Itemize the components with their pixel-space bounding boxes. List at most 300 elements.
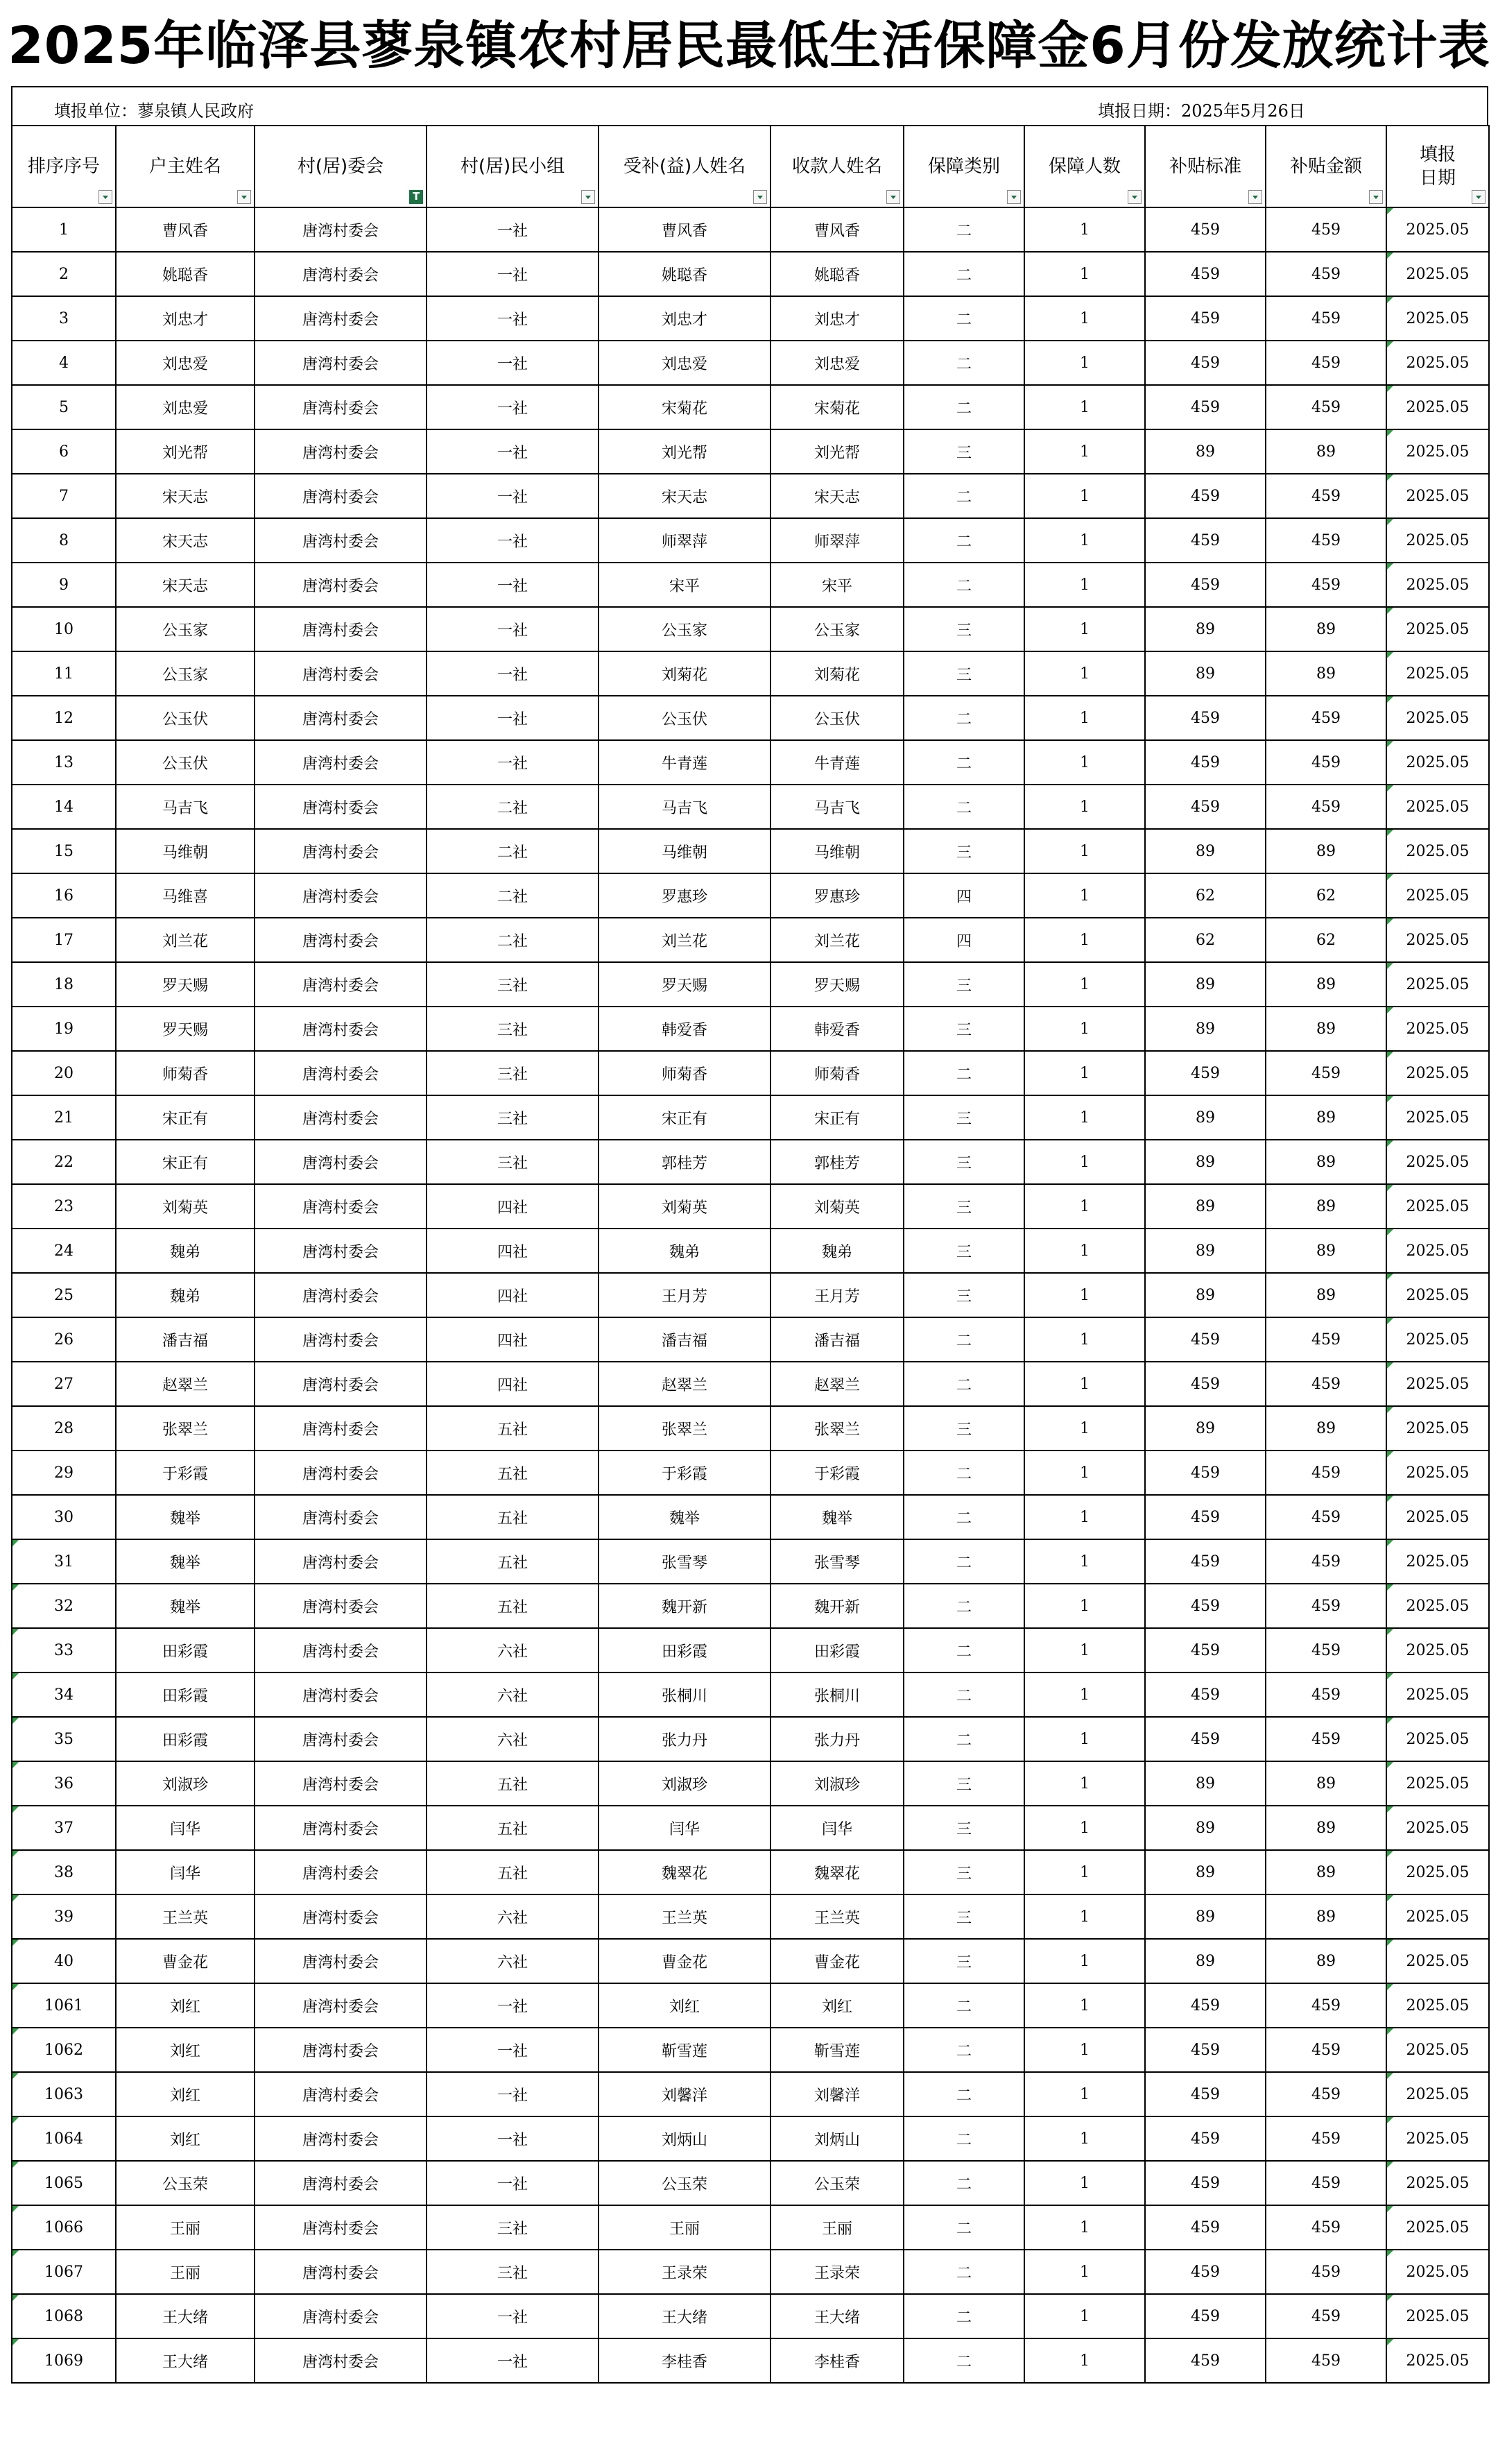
table-cell[interactable] [1024,2205,1145,2250]
table-cell[interactable] [116,385,255,429]
table-cell[interactable] [116,1140,255,1184]
table-cell[interactable] [116,607,255,651]
table-cell[interactable] [1386,2116,1489,2161]
table-cell[interactable] [12,341,116,385]
table-cell[interactable] [1145,2338,1266,2383]
table-cell[interactable] [1266,1584,1386,1628]
table-cell[interactable] [904,1273,1024,1317]
table-cell[interactable] [255,1894,427,1939]
table-cell[interactable] [427,252,599,296]
table-cell[interactable] [599,296,770,341]
table-cell[interactable] [599,2338,770,2383]
table-cell[interactable] [599,563,770,607]
table-cell[interactable] [1024,740,1145,785]
table-cell[interactable] [427,1894,599,1939]
table-cell[interactable] [427,1539,599,1584]
table-cell[interactable] [427,2294,599,2338]
table-cell[interactable] [1145,873,1266,918]
table-cell[interactable] [904,829,1024,873]
table-cell[interactable] [427,2072,599,2116]
table-cell[interactable] [1266,341,1386,385]
table-cell[interactable] [1024,385,1145,429]
table-cell[interactable] [1145,2028,1266,2072]
table-cell[interactable] [255,2116,427,2161]
table-cell[interactable] [1266,1406,1386,1451]
table-cell[interactable] [1024,1362,1145,1406]
table-cell[interactable] [599,1672,770,1717]
table-cell[interactable] [904,207,1024,252]
table-cell[interactable] [1386,1273,1489,1317]
table-cell[interactable] [1386,1806,1489,1850]
table-cell[interactable] [904,1406,1024,1451]
table-cell[interactable] [599,1495,770,1539]
table-cell[interactable] [770,341,904,385]
table-cell[interactable] [116,696,255,740]
table-cell[interactable] [1024,2028,1145,2072]
table-cell[interactable] [904,651,1024,696]
table-cell[interactable] [1145,2161,1266,2205]
table-cell[interactable] [1145,1317,1266,1362]
table-cell[interactable] [12,2338,116,2383]
table-cell[interactable] [1266,1850,1386,1894]
table-cell[interactable] [1024,518,1145,563]
table-cell[interactable] [1266,2294,1386,2338]
table-cell[interactable] [255,2072,427,2116]
table-cell[interactable] [904,2294,1024,2338]
table-cell[interactable] [904,1761,1024,1806]
table-cell[interactable] [904,1140,1024,1184]
table-cell[interactable] [255,1317,427,1362]
table-cell[interactable] [427,1628,599,1672]
table-cell[interactable] [255,1495,427,1539]
table-cell[interactable] [1145,1672,1266,1717]
table-cell[interactable] [1145,1273,1266,1317]
table-cell[interactable] [1266,1495,1386,1539]
table-cell[interactable] [1145,207,1266,252]
table-cell[interactable] [427,2338,599,2383]
table-cell[interactable] [1024,1983,1145,2028]
table-cell[interactable] [770,829,904,873]
table-cell[interactable] [255,785,427,829]
table-cell[interactable] [427,1451,599,1495]
table-cell[interactable] [255,873,427,918]
table-cell[interactable] [904,1007,1024,1051]
table-cell[interactable] [1024,2338,1145,2383]
table-cell[interactable] [1145,1628,1266,1672]
table-cell[interactable] [255,1406,427,1451]
table-cell[interactable] [116,2116,255,2161]
table-cell[interactable] [770,1095,904,1140]
table-cell[interactable] [1386,1894,1489,1939]
table-cell[interactable] [116,785,255,829]
table-cell[interactable] [904,1051,1024,1095]
table-cell[interactable] [1145,1007,1266,1051]
table-cell[interactable] [1386,1184,1489,1229]
table-cell[interactable] [770,1273,904,1317]
table-cell[interactable] [116,1584,255,1628]
table-cell[interactable] [427,1584,599,1628]
table-cell[interactable] [427,1850,599,1894]
table-cell[interactable] [427,785,599,829]
table-cell[interactable] [599,1273,770,1317]
table-cell[interactable] [427,1317,599,1362]
table-cell[interactable] [1386,2338,1489,2383]
table-cell[interactable] [904,918,1024,962]
table-cell[interactable] [12,2116,116,2161]
table-cell[interactable] [1024,1051,1145,1095]
table-cell[interactable] [427,1051,599,1095]
table-cell[interactable] [770,563,904,607]
table-cell[interactable] [904,1894,1024,1939]
table-cell[interactable] [427,2116,599,2161]
table-cell[interactable] [1024,1007,1145,1051]
table-cell[interactable] [1386,429,1489,474]
table-cell[interactable] [1386,2294,1489,2338]
table-cell[interactable] [12,873,116,918]
table-cell[interactable] [427,2028,599,2072]
table-cell[interactable] [255,2250,427,2294]
table-cell[interactable] [1024,1806,1145,1850]
table-cell[interactable] [599,785,770,829]
table-cell[interactable] [770,2338,904,2383]
table-cell[interactable] [1145,2294,1266,2338]
table-cell[interactable] [12,1983,116,2028]
table-cell[interactable] [1145,2116,1266,2161]
table-cell[interactable] [1266,1362,1386,1406]
table-cell[interactable] [12,1939,116,1983]
table-cell[interactable] [770,1717,904,1761]
table-cell[interactable] [1266,2338,1386,2383]
table-cell[interactable] [1145,2250,1266,2294]
table-cell[interactable] [599,1584,770,1628]
table-cell[interactable] [599,1451,770,1495]
table-cell[interactable] [12,1717,116,1761]
table-cell[interactable] [904,1983,1024,2028]
table-cell[interactable] [427,385,599,429]
table-cell[interactable] [427,651,599,696]
table-cell[interactable] [599,1095,770,1140]
table-cell[interactable] [116,1317,255,1362]
table-cell[interactable] [599,918,770,962]
table-cell[interactable] [427,696,599,740]
table-cell[interactable] [1145,1451,1266,1495]
table-cell[interactable] [1145,429,1266,474]
table-cell[interactable] [12,1761,116,1806]
table-cell[interactable] [770,1362,904,1406]
table-cell[interactable] [1266,1095,1386,1140]
filter-dropdown-icon[interactable] [237,190,251,204]
table-cell[interactable] [1266,1051,1386,1095]
filter-dropdown-icon[interactable] [581,190,595,204]
table-cell[interactable] [1386,1495,1489,1539]
table-cell[interactable] [770,2161,904,2205]
table-cell[interactable] [116,873,255,918]
table-cell[interactable] [770,1051,904,1095]
table-cell[interactable] [1266,918,1386,962]
table-cell[interactable] [1266,1717,1386,1761]
filter-dropdown-icon[interactable] [753,190,767,204]
table-cell[interactable] [1024,2161,1145,2205]
table-cell[interactable] [1266,2072,1386,2116]
table-cell[interactable] [599,696,770,740]
table-cell[interactable] [12,1095,116,1140]
table-cell[interactable] [1024,1539,1145,1584]
table-cell[interactable] [1145,296,1266,341]
table-cell[interactable] [1024,1939,1145,1983]
table-cell[interactable] [427,341,599,385]
table-cell[interactable] [116,1717,255,1761]
table-cell[interactable] [1386,2028,1489,2072]
table-cell[interactable] [255,252,427,296]
table-cell[interactable] [599,2294,770,2338]
table-cell[interactable] [12,2294,116,2338]
table-cell[interactable] [770,1894,904,1939]
table-cell[interactable] [904,2338,1024,2383]
table-cell[interactable] [12,607,116,651]
table-cell[interactable] [1024,2116,1145,2161]
table-cell[interactable] [770,207,904,252]
table-cell[interactable] [12,1894,116,1939]
table-cell[interactable] [904,1939,1024,1983]
table-cell[interactable] [12,1406,116,1451]
table-cell[interactable] [599,2250,770,2294]
table-cell[interactable] [599,1317,770,1362]
table-cell[interactable] [770,918,904,962]
table-cell[interactable] [1266,829,1386,873]
table-cell[interactable] [1386,1584,1489,1628]
table-cell[interactable] [1386,1095,1489,1140]
table-cell[interactable] [1386,1406,1489,1451]
table-cell[interactable] [770,1184,904,1229]
table-cell[interactable] [770,1229,904,1273]
table-cell[interactable] [1145,1184,1266,1229]
table-cell[interactable] [1386,385,1489,429]
table-cell[interactable] [1266,962,1386,1007]
table-cell[interactable] [116,1939,255,1983]
table-cell[interactable] [599,385,770,429]
table-cell[interactable] [1386,1672,1489,1717]
table-cell[interactable] [427,1495,599,1539]
table-cell[interactable] [1266,429,1386,474]
table-cell[interactable] [255,1184,427,1229]
table-cell[interactable] [12,1273,116,1317]
table-cell[interactable] [116,2028,255,2072]
table-cell[interactable] [255,1451,427,1495]
table-cell[interactable] [1024,1628,1145,1672]
table-cell[interactable] [427,1095,599,1140]
table-cell[interactable] [1266,1672,1386,1717]
table-cell[interactable] [427,563,599,607]
table-cell[interactable] [1266,785,1386,829]
table-cell[interactable] [255,563,427,607]
table-cell[interactable] [770,1451,904,1495]
table-cell[interactable] [427,1672,599,1717]
table-cell[interactable] [1386,785,1489,829]
table-cell[interactable] [255,2294,427,2338]
table-cell[interactable] [599,2116,770,2161]
table-cell[interactable] [599,1184,770,1229]
table-cell[interactable] [904,341,1024,385]
table-cell[interactable] [1024,207,1145,252]
table-cell[interactable] [255,651,427,696]
table-cell[interactable] [427,518,599,563]
table-cell[interactable] [427,1761,599,1806]
table-cell[interactable] [1024,1584,1145,1628]
table-cell[interactable] [599,1983,770,2028]
table-cell[interactable] [1024,1317,1145,1362]
table-cell[interactable] [1266,518,1386,563]
table-cell[interactable] [427,1939,599,1983]
table-cell[interactable] [1386,1539,1489,1584]
table-cell[interactable] [904,2028,1024,2072]
table-cell[interactable] [427,2250,599,2294]
table-cell[interactable] [116,2338,255,2383]
table-cell[interactable] [1266,385,1386,429]
table-cell[interactable] [427,829,599,873]
table-cell[interactable] [255,1051,427,1095]
table-cell[interactable] [1386,1628,1489,1672]
table-cell[interactable] [116,962,255,1007]
table-cell[interactable] [1266,607,1386,651]
table-cell[interactable] [12,829,116,873]
table-cell[interactable] [770,1806,904,1850]
table-cell[interactable] [12,2072,116,2116]
table-cell[interactable] [599,962,770,1007]
table-cell[interactable] [1024,1672,1145,1717]
table-cell[interactable] [770,962,904,1007]
table-cell[interactable] [599,651,770,696]
table-cell[interactable] [255,1007,427,1051]
table-cell[interactable] [255,429,427,474]
table-cell[interactable] [904,429,1024,474]
table-cell[interactable] [116,1362,255,1406]
table-cell[interactable] [1024,1406,1145,1451]
table-cell[interactable] [599,1717,770,1761]
table-cell[interactable] [255,518,427,563]
table-cell[interactable] [599,1939,770,1983]
table-cell[interactable] [427,1140,599,1184]
table-cell[interactable] [116,740,255,785]
table-cell[interactable] [12,207,116,252]
table-cell[interactable] [1386,474,1489,518]
table-cell[interactable] [12,1317,116,1362]
table-cell[interactable] [116,518,255,563]
table-cell[interactable] [1386,740,1489,785]
table-cell[interactable] [1266,1184,1386,1229]
table-cell[interactable] [599,518,770,563]
table-cell[interactable] [1145,651,1266,696]
table-cell[interactable] [12,785,116,829]
table-cell[interactable] [116,918,255,962]
table-cell[interactable] [255,2205,427,2250]
table-cell[interactable] [1024,1894,1145,1939]
table-cell[interactable] [1386,341,1489,385]
table-cell[interactable] [255,341,427,385]
table-cell[interactable] [1024,2072,1145,2116]
table-cell[interactable] [599,1850,770,1894]
table-cell[interactable] [1024,829,1145,873]
table-cell[interactable] [1024,1140,1145,1184]
table-cell[interactable] [770,1406,904,1451]
table-cell[interactable] [116,1894,255,1939]
table-cell[interactable] [255,1539,427,1584]
table-cell[interactable] [12,696,116,740]
table-cell[interactable] [427,296,599,341]
table-cell[interactable] [904,1806,1024,1850]
table-cell[interactable] [255,1983,427,2028]
table-cell[interactable] [1386,1051,1489,1095]
table-cell[interactable] [904,1628,1024,1672]
filter-dropdown-icon[interactable] [1248,190,1262,204]
table-cell[interactable] [1024,1273,1145,1317]
table-cell[interactable] [1145,1761,1266,1806]
table-cell[interactable] [427,873,599,918]
table-cell[interactable] [1145,1495,1266,1539]
table-cell[interactable] [12,1539,116,1584]
table-cell[interactable] [1386,1317,1489,1362]
table-cell[interactable] [1145,1894,1266,1939]
table-cell[interactable] [1266,1806,1386,1850]
table-cell[interactable] [904,385,1024,429]
table-cell[interactable] [1024,252,1145,296]
table-cell[interactable] [770,1672,904,1717]
table-cell[interactable] [1386,1140,1489,1184]
table-cell[interactable] [1145,341,1266,385]
table-cell[interactable] [1266,2161,1386,2205]
table-cell[interactable] [255,1095,427,1140]
table-cell[interactable] [1145,1362,1266,1406]
table-cell[interactable] [427,1362,599,1406]
table-cell[interactable] [1386,829,1489,873]
table-cell[interactable] [427,607,599,651]
table-cell[interactable] [255,962,427,1007]
table-cell[interactable] [255,1672,427,1717]
table-cell[interactable] [770,385,904,429]
table-cell[interactable] [12,1495,116,1539]
table-cell[interactable] [427,429,599,474]
table-cell[interactable] [770,1317,904,1362]
table-cell[interactable] [116,1539,255,1584]
table-cell[interactable] [255,2028,427,2072]
table-cell[interactable] [1024,1761,1145,1806]
table-cell[interactable] [770,740,904,785]
table-cell[interactable] [255,740,427,785]
table-cell[interactable] [770,785,904,829]
table-cell[interactable] [904,785,1024,829]
table-cell[interactable] [1386,563,1489,607]
table-cell[interactable] [255,385,427,429]
table-cell[interactable] [116,207,255,252]
table-cell[interactable] [904,2250,1024,2294]
table-cell[interactable] [255,474,427,518]
table-cell[interactable] [116,1451,255,1495]
table-cell[interactable] [770,1939,904,1983]
table-cell[interactable] [12,474,116,518]
table-cell[interactable] [12,2205,116,2250]
table-cell[interactable] [1386,1451,1489,1495]
table-cell[interactable] [116,1007,255,1051]
table-cell[interactable] [770,2116,904,2161]
table-cell[interactable] [904,1672,1024,1717]
table-cell[interactable] [1386,607,1489,651]
table-cell[interactable] [1266,2205,1386,2250]
table-cell[interactable] [1024,429,1145,474]
table-cell[interactable] [1386,207,1489,252]
table-cell[interactable] [904,1584,1024,1628]
table-cell[interactable] [116,1761,255,1806]
table-cell[interactable] [255,1362,427,1406]
table-cell[interactable] [12,1806,116,1850]
